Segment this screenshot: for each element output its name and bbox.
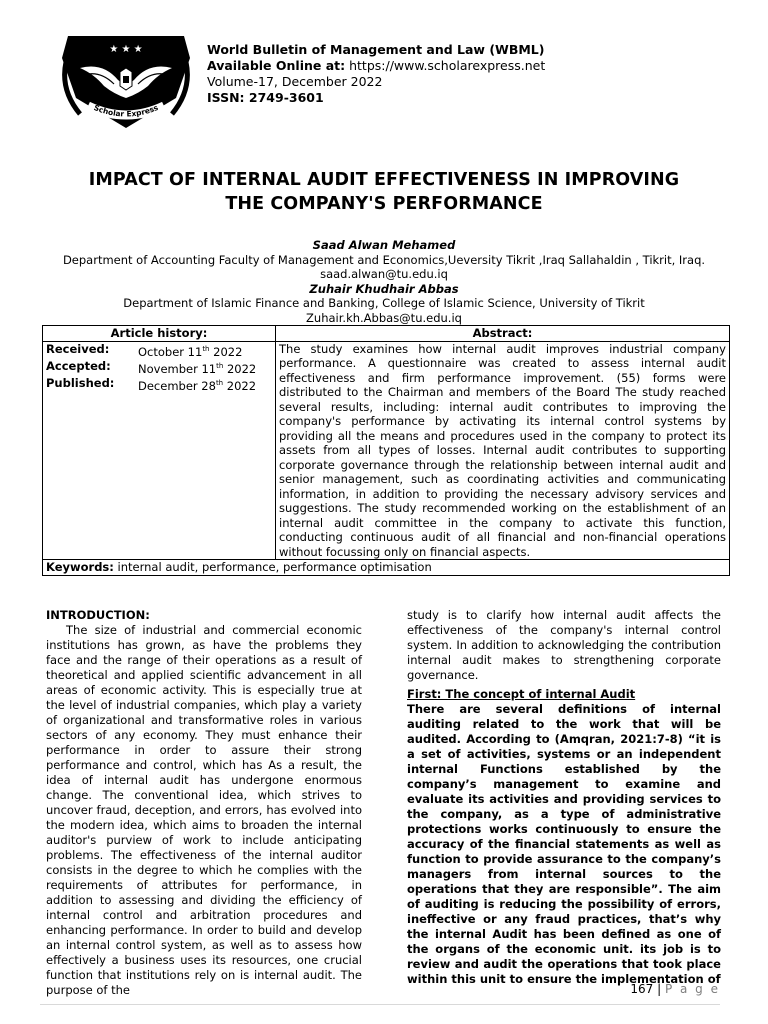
introduction-text: The size of industrial and commercial economic institutions has grown, as have the problems they face and the range of their operations as a result of theoretical and applied scientific advancement in all areas of economic activity. This is especially true at the level of industrial companies, which play a variety of organizational and transformative roles in various sectors of any economy. They must enhance their performance in order to assure their strong performance and control, which has As a result, the idea of internal audit has undergone enormous change. The conventional idea, which strives to uncover fraud, deception, and errors, has evolved into the modern idea, which aims to broaden the internal auditor's purview of work to include anticipating problems. The effectiveness of the internal auditor consists in the degree to which he complies with the requirements of attributes for performance, in addition to assessing and dividing the efficiency of internal control and arbitration procedures and enhancing performance. In order to build and develop an internal control system, as well as to assess how effectively a business uses its resources, one crucial function that institutions rely on is internal audit. The purpose of the (46, 623, 362, 997)
available-label: Available Online at: (207, 58, 346, 73)
abstract-text: The study examines how internal audit improves industrial company performance. A questionnaire was created to assess internal audit effectiveness and firm performance improvement. (55) forms were distributed to the Chairman and members of the Board The study reached several results, including: internal audit contributes to improving the company's performance by activating its internal control systems by providing all the means and procedures used in the company to protect its assets from all types of losses. Internal audit contributes to supporting corporate governance through the relationship between internal audit and senior management, such as coordinating activities and communicating information, in addition to providing the necessary advisory services and suggestions. The study recommended working on the establishment of an internal audit committee in the company to activate this function, conducting continuous audit of all financial and non-financial operations without focussing only on financial aspects. (276, 341, 730, 560)
author-email[interactable]: saad.alwan@tu.edu.iq (320, 267, 448, 281)
left-column (46, 608, 362, 998)
history-published: Published: December 28th 2022 (46, 376, 257, 393)
svg-text:Scholar Express: Scholar Express (92, 103, 160, 119)
page-footer (630, 982, 720, 996)
article-meta-table (42, 325, 730, 576)
footer-separator: | (657, 982, 662, 996)
abstract-heading: Abstract: (276, 326, 730, 342)
author-block (20, 238, 748, 325)
author-name: Zuhair Khudhair Abbas (309, 281, 459, 296)
introduction-continuation: study is to clarify how internal audit affects the effectiveness of the company's internal control system. In addition to acknowledging the contribution internal audit makes to strengthening corporate governance. (407, 608, 721, 682)
journal-info (207, 42, 545, 106)
history-received: Received: October 11th 2022 (46, 341, 243, 359)
journal-name: World Bulletin of Management and Law (WBML) (207, 42, 545, 57)
introduction-heading: INTRODUCTION: (46, 608, 150, 622)
footer-divider (40, 1004, 720, 1005)
svg-text:★ ★ ★: ★ ★ ★ (109, 44, 143, 55)
journal-issn: ISSN: 2749-3601 (207, 90, 324, 105)
paper-title: IMPACT OF INTERNAL AUDIT EFFECTIVENESS IN IMPROVING THE COMPANY'S PERFORMANCE (88, 170, 680, 214)
definition-text: There are several definitions of internal auditing related to the work that will be audited. According to (Amqran, 2021:7-8) “it is a set of activities, systems or an independent internal Functions established by the company’s management to examine and evaluate its activities and providing services to the company, as a type of administrative protections works continuously to ensure the accuracy of the financial statements as well as function to provide assurance to the company’s managers from internal sources to the operations that they are responsible”. The aim of auditing is reducing the possibility of errors, ineffective or any fraud practices, that’s why the internal Audit has been defined as one of the organs of the economic unit. its job is to review and audit the operations that took place within this unit to ensure the implementation of (407, 702, 721, 986)
history-accepted: Accepted: November 11th 2022 (46, 358, 257, 376)
journal-volume: Volume-17, December 2022 (207, 74, 383, 89)
article-history (43, 341, 276, 560)
page-label: P a g e (664, 982, 720, 996)
scholar-express-logo (58, 28, 194, 132)
section-subheading: First: The concept of internal Audit (407, 687, 636, 701)
author-email[interactable]: Zuhair.kh.Abbas@tu.edu.iq (306, 310, 462, 325)
author-affiliation: Department of Accounting Faculty of Management and Economics,Ueversity Tikrit ,Iraq Sallahaldin , Tikrit, Iraq. (62, 252, 706, 267)
author-affiliation: Department of Islamic Finance and Banking, College of Islamic Science, University of Tikrit (123, 296, 645, 310)
keywords: Keywords: internal audit, performance, performance optimisation (43, 560, 730, 576)
page-number: 167 (630, 982, 654, 996)
journal-url[interactable]: https://www.scholarexpress.net (349, 58, 546, 73)
right-column (407, 608, 721, 987)
article-history-heading: Article history: (43, 326, 276, 342)
author-name: Saad Alwan Mehamed (312, 238, 456, 252)
